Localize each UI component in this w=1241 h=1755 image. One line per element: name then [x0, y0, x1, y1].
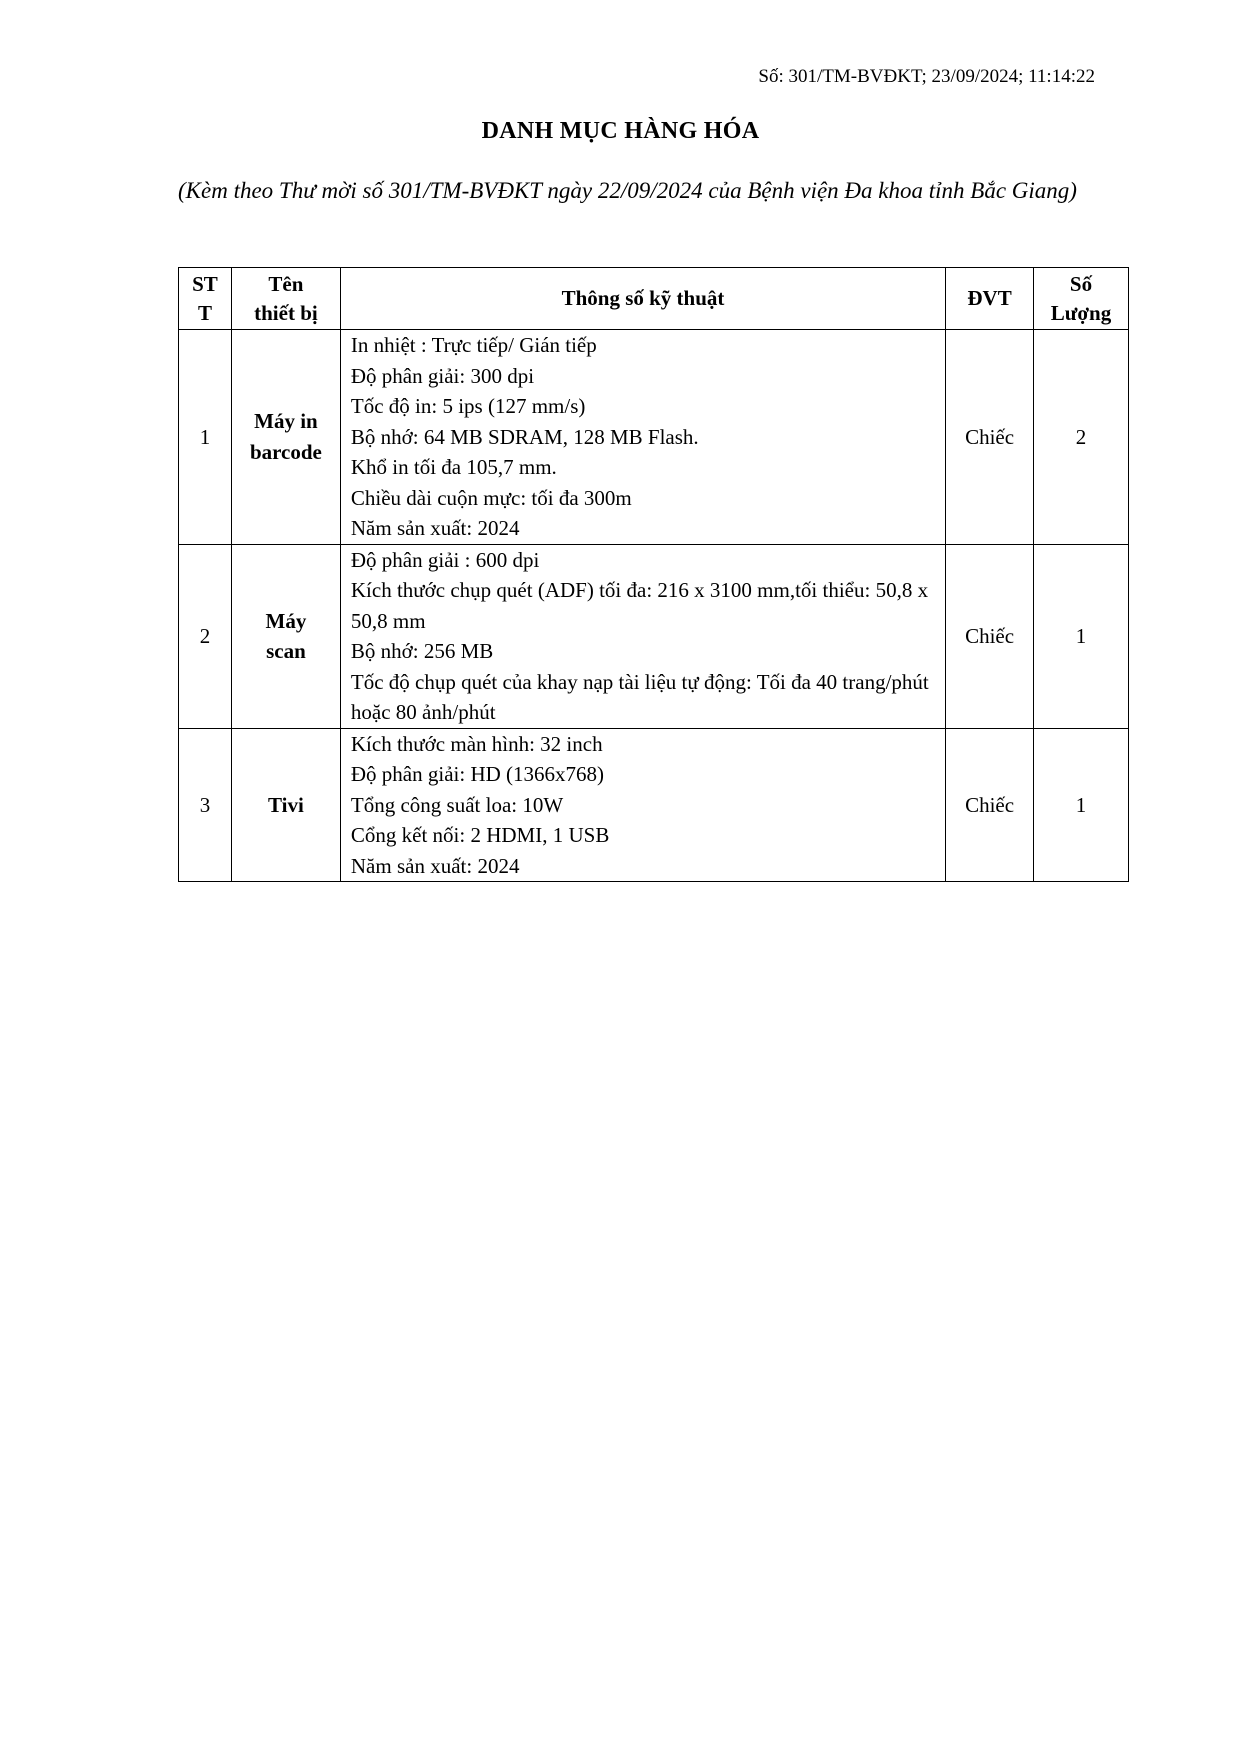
row-quantity: 1 [1034, 544, 1129, 728]
header-specs: Thông số kỹ thuật [340, 268, 945, 330]
header-quantity: Số Lượng [1034, 268, 1129, 330]
table-row [179, 544, 1129, 728]
row-quantity: 1 [1034, 728, 1129, 882]
header-device-name: Tên thiết bị [231, 268, 340, 330]
spec-line: Bộ nhớ: 64 MB SDRAM, 128 MB Flash. [350, 424, 699, 449]
row-stt: 2 [179, 544, 232, 728]
spec-line: Cổng kết nối: 2 HDMI, 1 USB [350, 823, 610, 847]
document-subtitle: (Kèm theo Thư mời số 301/TM-BVĐKT ngày 22/09/2024 của Bệnh viện Đa khoa tỉnh Bắc Giang) [178, 178, 1077, 203]
spec-line: Năm sản xuất: 2024 [350, 516, 520, 540]
spec-line: Tốc độ chụp quét của khay nạp tài liệu tự động: Tối đa 40 trang/phút hoặc 80 ảnh/phút [350, 669, 929, 724]
spec-line: Bộ nhớ: 256 MB [350, 639, 494, 663]
table-row [179, 330, 1129, 545]
spec-line: Độ phân giải : 600 dpi [350, 547, 540, 572]
spec-line: Khổ in tối đa 105,7 mm. [350, 455, 557, 479]
spec-line: Độ phân giải: 300 dpi [350, 363, 535, 388]
row-unit: Chiếc [946, 728, 1034, 882]
row-device-name: Máy scan [231, 544, 340, 728]
goods-table [178, 267, 1129, 882]
spec-line: Chiều dài cuộn mực: tối đa 300m [350, 485, 632, 510]
document-reference: Số: 301/TM-BVĐKT; 23/09/2024; 11:14:22 [758, 66, 1095, 87]
spec-line: In nhiệt : Trực tiếp/ Gián tiếp [350, 333, 597, 357]
spec-line: Tổng công suất loa: 10W [350, 792, 564, 817]
row-stt: 3 [179, 728, 232, 882]
row-unit: Chiếc [946, 544, 1034, 728]
spec-line: Độ phân giải: HD (1366x768) [350, 762, 605, 786]
header-unit: ĐVT [946, 268, 1034, 330]
row-specs [340, 728, 945, 882]
table-header-row [179, 268, 1129, 330]
row-unit: Chiếc [946, 330, 1034, 545]
header-stt: ST T [179, 268, 232, 330]
spec-line: Kích thước màn hình: 32 inch [350, 731, 603, 756]
row-device-name: Tivi [231, 728, 340, 882]
row-specs [340, 544, 945, 728]
row-stt: 1 [179, 330, 232, 545]
table-row [179, 728, 1129, 882]
spec-line: Năm sản xuất: 2024 [350, 853, 520, 878]
row-quantity: 2 [1034, 330, 1129, 545]
document-title: DANH MỤC HÀNG HÓA [481, 118, 760, 144]
row-device-name: Máy in barcode [231, 330, 340, 545]
row-specs [340, 330, 945, 545]
spec-line: Kích thước chụp quét (ADF) tối đa: 216 x 3100 mm,tối thiểu: 50,8 x 50,8 mm [350, 578, 929, 633]
spec-line: Tốc độ in: 5 ips (127 mm/s) [350, 394, 586, 418]
